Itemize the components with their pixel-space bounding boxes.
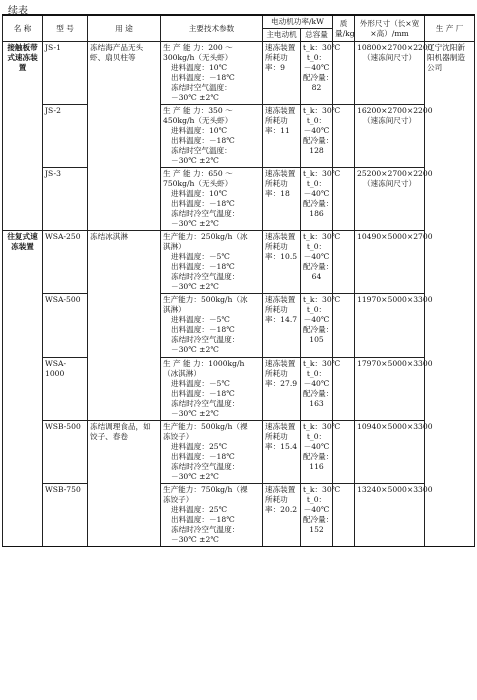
- params-line: 出料温度：－18℃: [171, 451, 235, 461]
- cell-dims: [355, 357, 433, 420]
- cell-name: [3, 105, 43, 168]
- params-line: 冻结时冷空气温度：: [171, 461, 240, 471]
- equipment-table: [2, 14, 475, 547]
- header-params: 主要技术参数: [161, 15, 263, 42]
- params-line: 出料温度：－18℃: [171, 136, 235, 146]
- cell-params: [161, 357, 263, 420]
- cell-use: [88, 105, 161, 168]
- power-line: 率：10.5: [265, 252, 298, 262]
- params-line: 生产能力：750kg/h（裸: [163, 484, 248, 494]
- params-line: 冻结时冷空气温度：: [171, 209, 240, 219]
- params-line: 450kg/h（无头虾）: [163, 116, 233, 126]
- params-line: 淇淋）: [163, 305, 186, 315]
- params-line: －30℃ ±2℃: [171, 282, 219, 292]
- params-line: 进料温度：－5℃: [171, 252, 230, 262]
- params-line: 冻结时空气温度：: [171, 146, 232, 156]
- power-line: 率：18: [265, 189, 290, 199]
- cell-params: [161, 168, 263, 231]
- cap-line: －40℃: [303, 315, 330, 325]
- dims-line: 25200×2700×2200: [357, 169, 433, 179]
- header-motor: 主电动机: [263, 29, 301, 42]
- params-line: －30℃ ±2℃: [171, 156, 219, 166]
- cell-use: [88, 483, 161, 546]
- params-line: 冻结时冷空气温度：: [171, 398, 240, 408]
- params-line: 冻结时冷空气温度：: [171, 524, 240, 534]
- cell-use: 冻结冰淇淋: [88, 231, 161, 294]
- cell-power: [263, 294, 301, 357]
- cap-line: t_k：30℃: [303, 295, 341, 305]
- power-line: 速冻装置: [265, 421, 296, 431]
- dims-line: 10800×2700×2200: [357, 43, 433, 53]
- power-line: 率：14.7: [265, 315, 298, 325]
- power-line: 率：11: [265, 126, 290, 136]
- params-line: 冻饺子）: [163, 431, 194, 441]
- table-row: [3, 42, 475, 105]
- cap-line: －40℃: [303, 441, 330, 451]
- cell-power: [263, 231, 301, 294]
- cell-capacity: [301, 231, 341, 294]
- params-line: 进料温度：－5℃: [171, 315, 230, 325]
- header-dims: 外形尺寸（长×宽×高）/mm: [355, 15, 425, 42]
- cell-model: WSB-750: [43, 483, 88, 546]
- cell-power: [263, 420, 301, 483]
- power-line: 速冻装置: [265, 295, 296, 305]
- params-line: －30℃ ±2℃: [171, 471, 219, 481]
- dims-line: （速冻间尺寸）: [362, 179, 417, 189]
- cap-line: －40℃: [303, 126, 330, 136]
- cell-model: JS-1: [43, 42, 88, 105]
- header-model: 型 号: [43, 15, 88, 42]
- cap-line: t_0：: [306, 368, 327, 378]
- cap-line: －40℃: [303, 63, 330, 73]
- params-line: 750kg/h（无头虾）: [163, 179, 233, 189]
- params-line: 淇淋）: [163, 242, 186, 252]
- cell-capacity: [301, 357, 341, 420]
- dims-line: 11970×5000×3300: [357, 295, 433, 305]
- cell-name: [3, 357, 43, 420]
- cell-model: WSA-250: [43, 231, 88, 294]
- power-line: 所耗功: [265, 305, 288, 315]
- cell-model: JS-2: [43, 105, 88, 168]
- cell-model: WSA-500: [43, 294, 88, 357]
- power-line: 所耗功: [265, 179, 288, 189]
- power-line: 率：9: [265, 63, 286, 73]
- cap-line: －40℃: [303, 504, 330, 514]
- cell-params: [161, 294, 263, 357]
- cap-line: 配冷量：: [303, 262, 334, 272]
- table-row: [3, 357, 475, 420]
- cell-model: WSB-500: [43, 420, 88, 483]
- cell-use: [88, 294, 161, 357]
- cap-line: t_0：: [306, 305, 327, 315]
- cell-dims: [355, 420, 433, 483]
- params-line: 生 产 能 力：1000kg/h: [163, 358, 245, 368]
- cap-line: t_0：: [306, 116, 327, 126]
- cell-dims: [355, 231, 433, 294]
- cell-use: 冻结海产品无头虾、扇贝柱等: [88, 42, 161, 105]
- cell-dims: [355, 483, 433, 546]
- cap-line: －40℃: [303, 189, 330, 199]
- cell-params: [161, 105, 263, 168]
- header-name: 名 称: [3, 15, 43, 42]
- cell-params: [161, 483, 263, 546]
- params-line: －30℃ ±2℃: [171, 534, 219, 544]
- cap-line: 152: [309, 524, 324, 534]
- params-line: 进料温度：－5℃: [171, 378, 230, 388]
- cap-line: 82: [311, 83, 322, 93]
- header-weight: 质量/kg: [333, 15, 355, 42]
- header-use: 用 途: [88, 15, 161, 42]
- cap-line: t_k：30℃: [303, 169, 341, 179]
- cap-line: －40℃: [303, 252, 330, 262]
- power-line: 所耗功: [265, 494, 288, 504]
- cap-line: t_k：30℃: [303, 484, 341, 494]
- params-line: 300kg/h（无头虾）: [163, 53, 233, 63]
- table-row: [3, 168, 475, 231]
- power-line: 速冻装置: [265, 106, 296, 116]
- cap-line: t_0：: [306, 494, 327, 504]
- cell-use: [88, 168, 161, 231]
- cell-name: [3, 420, 43, 483]
- cell-power: [263, 168, 301, 231]
- cap-line: 163: [309, 398, 324, 408]
- cell-params: [161, 231, 263, 294]
- cell-params: [161, 42, 263, 105]
- params-line: 出料温度：－18℃: [171, 325, 235, 335]
- header-power: 电动机功率/kW: [263, 15, 333, 29]
- params-line: 生 产 能 力：350 ～: [163, 106, 233, 116]
- cap-line: 186: [309, 209, 324, 219]
- cap-line: 配冷量：: [303, 136, 334, 146]
- params-line: －30℃ ±2℃: [171, 345, 219, 355]
- cell-capacity: [301, 168, 341, 231]
- params-line: 进料温度：25℃: [171, 504, 228, 514]
- params-line: 生 产 能 力：200 ～: [163, 43, 233, 53]
- cap-line: 配冷量：: [303, 388, 334, 398]
- cap-line: 配冷量：: [303, 451, 334, 461]
- cell-name: [3, 294, 43, 357]
- cell-power: [263, 483, 301, 546]
- cell-params: [161, 420, 263, 483]
- table-row: [3, 294, 475, 357]
- dims-line: （速冻间尺寸）: [362, 116, 417, 126]
- table-row: [3, 105, 475, 168]
- cap-line: 116: [309, 461, 324, 471]
- cap-line: t_k：30℃: [303, 421, 341, 431]
- cap-line: －40℃: [303, 378, 330, 388]
- power-line: 所耗功: [265, 368, 288, 378]
- params-line: 冻饺子）: [163, 494, 194, 504]
- power-line: 率：15.4: [265, 441, 298, 451]
- params-line: 冻结时冷空气温度：: [171, 335, 240, 345]
- cap-line: 配冷量：: [303, 199, 334, 209]
- params-line: 生产能力：500kg/h（冰: [163, 295, 248, 305]
- params-line: 出料温度：－18℃: [171, 73, 235, 83]
- cap-line: t_0：: [306, 179, 327, 189]
- cell-name: [3, 483, 43, 546]
- params-line: （冰淇淋）: [163, 368, 201, 378]
- cap-line: 配冷量：: [303, 514, 334, 524]
- cell-dims: [355, 42, 433, 105]
- table-row: [3, 231, 475, 294]
- table-row: [3, 483, 475, 546]
- power-line: 所耗功: [265, 431, 288, 441]
- cap-line: 64: [311, 272, 322, 282]
- cell-name: [3, 168, 43, 231]
- cell-power: [263, 105, 301, 168]
- table-caption: 续表: [8, 6, 28, 17]
- cell-dims: [355, 294, 433, 357]
- params-line: 进料温度：10℃: [171, 126, 228, 136]
- cell-name: 往复式速冻装置: [3, 231, 43, 294]
- cap-line: t_k：30℃: [303, 358, 341, 368]
- cell-model: JS-3: [43, 168, 88, 231]
- cap-line: 配冷量：: [303, 325, 334, 335]
- cell-dims: [355, 168, 433, 231]
- params-line: 冻结时空气温度：: [171, 83, 232, 93]
- params-line: 进料温度：10℃: [171, 189, 228, 199]
- power-line: 所耗功: [265, 53, 288, 63]
- dims-line: 16200×2700×2200: [357, 106, 433, 116]
- cap-line: 配冷量：: [303, 73, 334, 83]
- power-line: 速冻装置: [265, 358, 296, 368]
- params-line: －30℃ ±2℃: [171, 93, 219, 103]
- power-line: 率：27.9: [265, 378, 298, 388]
- power-line: 速冻装置: [265, 43, 296, 53]
- power-line: 速冻装置: [265, 169, 296, 179]
- cap-line: t_0：: [306, 242, 327, 252]
- cap-line: t_0：: [306, 431, 327, 441]
- dims-line: （速冻间尺寸）: [362, 53, 417, 63]
- params-line: 出料温度：－18℃: [171, 262, 235, 272]
- cell-use: [88, 357, 161, 420]
- dims-line: 13240×5000×3300: [357, 484, 433, 494]
- dims-line: 10940×5000×3300: [357, 421, 433, 431]
- cell-power: [263, 42, 301, 105]
- cap-line: t_k：30℃: [303, 43, 341, 53]
- cap-line: t_0：: [306, 53, 327, 63]
- power-line: 率：20.2: [265, 504, 298, 514]
- cell-dims: [355, 105, 433, 168]
- params-line: 生产能力：500kg/h（裸: [163, 421, 248, 431]
- params-line: 出料温度：－18℃: [171, 199, 235, 209]
- cap-line: t_k：30℃: [303, 232, 341, 242]
- cell-maker: 辽宁沈阳新阳机器制造公司: [425, 42, 475, 105]
- cell-use: 冻结调理食品，如饺子、春卷: [88, 420, 161, 483]
- cap-line: t_k：30℃: [303, 106, 341, 116]
- cell-capacity: [301, 42, 341, 105]
- params-line: －30℃ ±2℃: [171, 219, 219, 229]
- cell-capacity: [301, 420, 341, 483]
- cell-capacity: [301, 105, 341, 168]
- cell-power: [263, 357, 301, 420]
- params-line: 进料温度：25℃: [171, 441, 228, 451]
- params-line: 出料温度：－18℃: [171, 388, 235, 398]
- power-line: 速冻装置: [265, 232, 296, 242]
- cap-line: 128: [309, 146, 324, 156]
- dims-line: 10490×5000×2700: [357, 232, 433, 242]
- cap-line: 105: [309, 335, 324, 345]
- params-line: 生产能力：250kg/h（冰: [163, 232, 248, 242]
- dims-line: 17970×5000×3300: [357, 358, 433, 368]
- table-body: [3, 42, 475, 547]
- power-line: 所耗功: [265, 116, 288, 126]
- header-maker: 生 产 厂: [425, 15, 475, 42]
- cell-capacity: [301, 483, 341, 546]
- params-line: －30℃ ±2℃: [171, 408, 219, 418]
- power-line: 所耗功: [265, 242, 288, 252]
- params-line: 冻结时冷空气温度：: [171, 272, 240, 282]
- params-line: 出料温度：－18℃: [171, 514, 235, 524]
- params-line: 进料温度：10℃: [171, 63, 228, 73]
- header-total: 总容量: [301, 29, 333, 42]
- power-line: 速冻装置: [265, 484, 296, 494]
- cell-model: WSA-1000: [43, 357, 88, 420]
- table-row: [3, 420, 475, 483]
- cell-capacity: [301, 294, 341, 357]
- params-line: 生 产 能 力：650 ～: [163, 169, 233, 179]
- cell-name: 接触板带式速冻装置: [3, 42, 43, 105]
